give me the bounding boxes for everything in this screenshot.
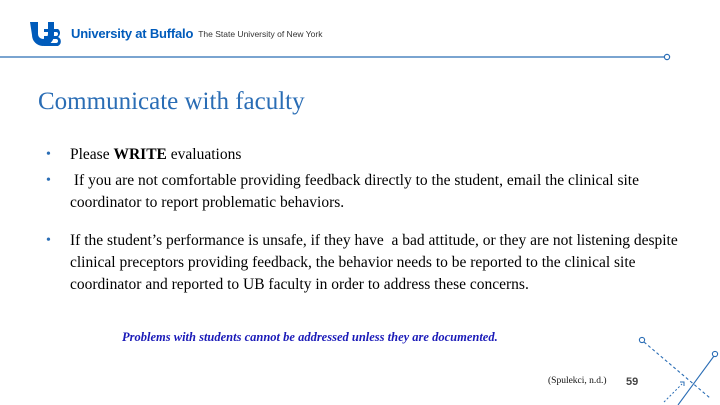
bullet-text: If the student’s performance is unsafe, if they have a bad attitude, or they are not listening despite clinical preceptors providing feedback, the behavior needs to be reported to the clinical site coordinator and reported to UB faculty in order to address these concerns.	[70, 232, 682, 293]
header-divider	[0, 52, 720, 62]
bullet-text-prefix: Please	[70, 146, 114, 163]
university-name: University at Buffalo	[71, 25, 194, 41]
ub-logo-icon	[28, 19, 68, 47]
university-subtitle: The State University of New York	[198, 29, 323, 39]
bullet-item	[42, 170, 682, 214]
header-bar	[28, 18, 322, 48]
bullet-dot-icon: •	[46, 233, 51, 248]
bullet-emphasis: WRITE	[113, 146, 167, 163]
bullet-dot-icon: •	[46, 173, 51, 188]
documentation-note: Problems with students cannot be addressed unless they are documented.	[122, 330, 498, 344]
bullet-text-suffix: evaluations	[166, 146, 242, 163]
page-number: 59	[626, 376, 639, 388]
citation: (Spulekci, n.d.)	[548, 376, 607, 386]
bullet-item	[42, 144, 682, 166]
corner-decoration-icon	[620, 320, 720, 405]
slide-title: Communicate with faculty	[38, 88, 305, 115]
bullet-text: If you are not comfortable providing feedback directly to the student, email the clinical site coordinator to report problematic behaviors.	[70, 172, 643, 211]
bullet-list	[42, 144, 682, 296]
bullet-dot-icon: •	[46, 147, 51, 162]
bullet-item	[42, 230, 682, 296]
